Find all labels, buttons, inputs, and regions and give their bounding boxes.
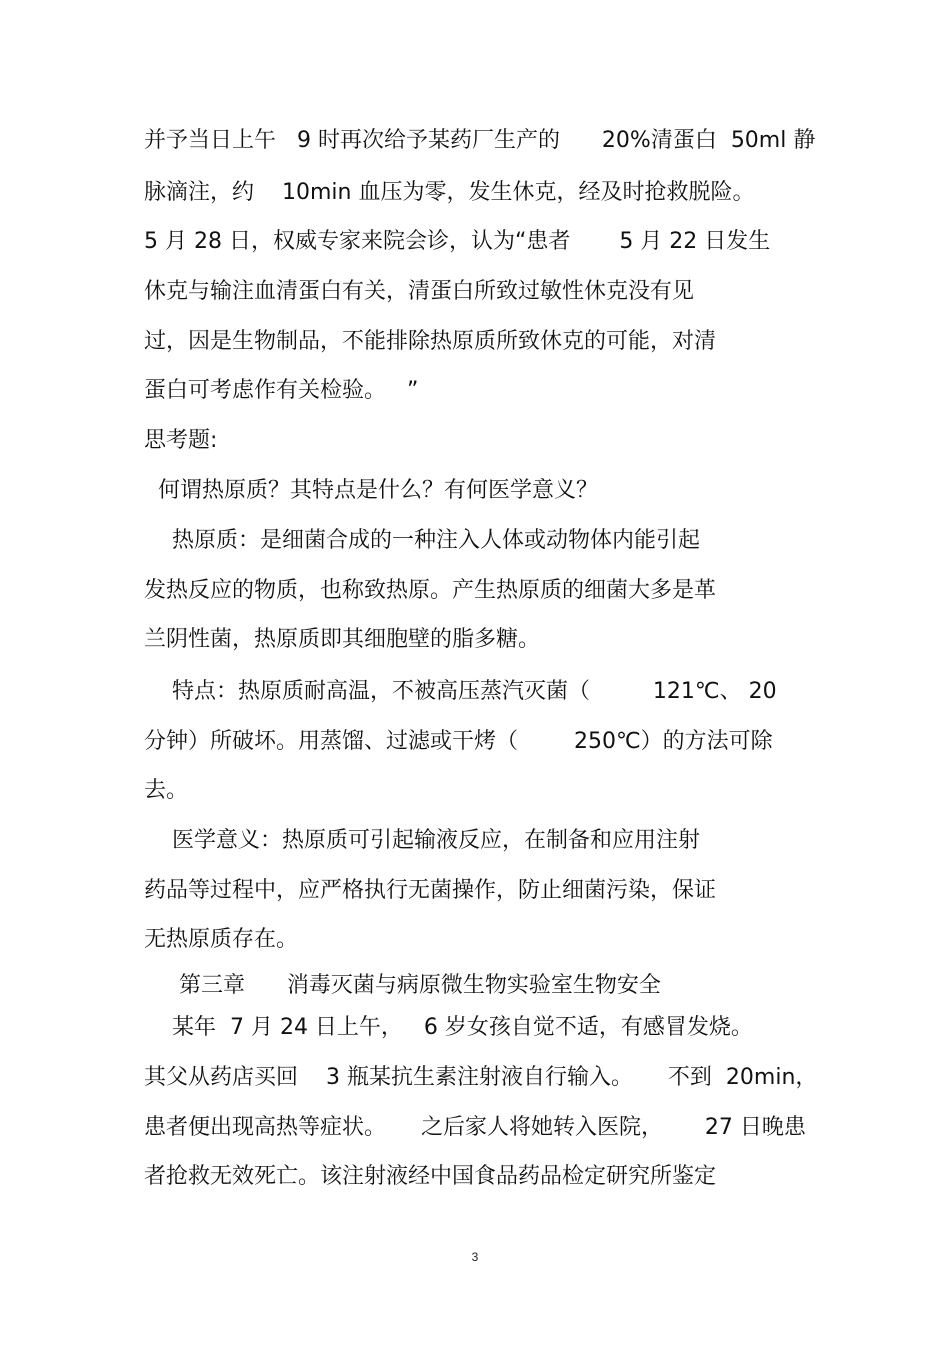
text-line: 热原质：是细菌合成的一种注入人体或动物体内能引起 <box>144 528 700 553</box>
text-line: 休克与输注血清蛋白有关，清蛋白所致过敏性休克没有见 <box>144 279 695 304</box>
text-line: 兰阴性菌，热原质即其细胞壁的脂多糖。 <box>144 627 541 652</box>
text-line: 分钟）所破坏。用蒸馏、过滤或干烤（ 250℃）的方法可除 <box>144 729 773 754</box>
text-line: 过，因是生物制品，不能排除热原质所致休克的可能，对清 <box>144 329 717 354</box>
text-line: 并予当日上午 9 时再次给予某药厂生产的 20%清蛋白 50ml 静 <box>144 128 816 153</box>
text-line: 5 月 28 日，权威专家来院会诊，认为“患者 5 月 22 日发生 <box>144 229 771 254</box>
page-number: 3 <box>471 1250 479 1264</box>
text-line: 特点：热原质耐高温，不被高压蒸汽灭菌（ 121℃、 20 <box>144 679 777 704</box>
section-heading: 思考题: <box>144 428 218 453</box>
text-line: 去。 <box>144 778 189 803</box>
text-line: 无热原质存在。 <box>144 927 299 952</box>
text-line: 者抢救无效死亡。该注射液经中国食品药品检定研究所鉴定 <box>144 1164 717 1189</box>
text-line: 脉滴注，约 10min 血压为零，发生休克，经及时抢救脱险。 <box>144 180 755 205</box>
text-line: 发热反应的物质，也称致热原。产生热原质的细菌大多是革 <box>144 578 717 603</box>
chapter-title: 第三章 消毒灭菌与病原微生物实验室生物安全 <box>144 973 661 998</box>
text-line: 医学意义：热原质可引起输液反应，在制备和应用注射 <box>144 828 700 853</box>
text-line: 蛋白可考虑作有关检验。 ” <box>144 378 419 403</box>
question-line: 何谓热原质？其特点是什么？有何医学意义？ <box>144 478 598 503</box>
text-line: 患者便出现高热等症状。 之后家人将她转入医院， 27 日晚患 <box>144 1115 806 1140</box>
text-line: 药品等过程中，应严格执行无菌操作，防止细菌污染，保证 <box>144 878 717 903</box>
text-line: 某年 7 月 24 日上午， 6 岁女孩自觉不适，有感冒发烧。 <box>144 1015 753 1040</box>
text-line: 其父从药店买回 3 瓶某抗生素注射液自行输入。 不到 20min， <box>144 1065 818 1090</box>
